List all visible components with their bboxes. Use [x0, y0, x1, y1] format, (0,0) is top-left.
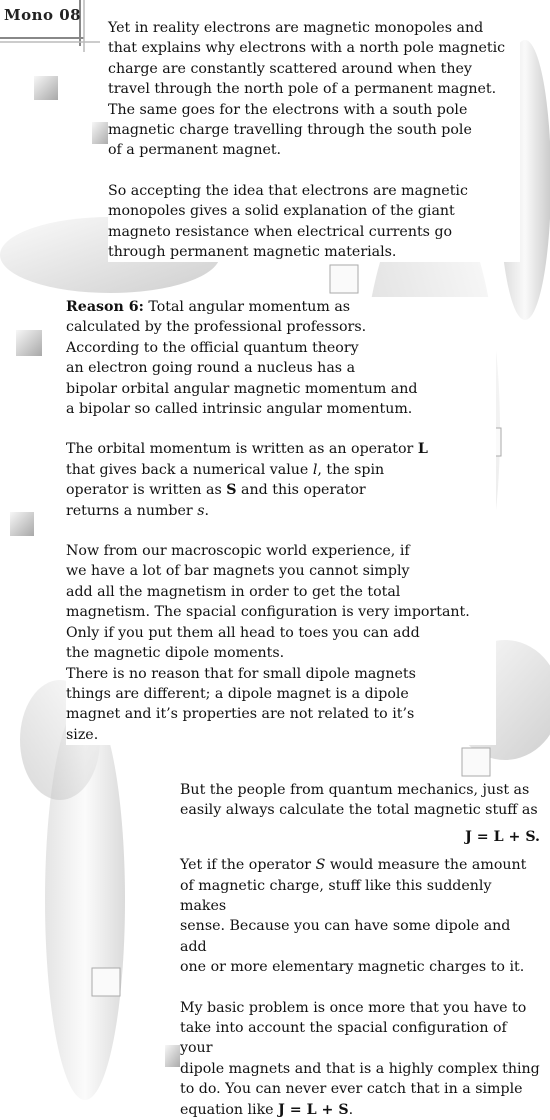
operator-L: L: [417, 441, 428, 458]
text-block-2: [66, 297, 496, 745]
text-run: My basic problem is once more that you have to take into account the spacial configuration of your dipole magnets and that is a highly complex thing to do. You can never ever catch that in a simple equation like: [180, 999, 540, 1118]
text-run: that gives back a numerical value: [66, 461, 309, 478]
paragraph: So accepting the idea that electrons are magnetic monopoles gives a solid explanation of the giant magneto resistance when electrical currents go through permanent magnetic materials.: [108, 182, 468, 261]
formula: [180, 827, 540, 847]
title-frame: [0, 0, 84, 46]
text-run: .: [348, 1101, 354, 1118]
text-run: Yet if the operator: [180, 857, 316, 874]
reason-text: Total angular momentum as calculated by the professional professors. According to the official quantum theory an electron going round a nucleus has a bipolar orbital angular magnetic momentum and a bipolar so called intrinsic angular momentum.: [66, 299, 418, 418]
formula-text: J = L + S.: [465, 828, 540, 845]
value-l: l: [312, 461, 318, 478]
value-s: s: [197, 502, 205, 519]
inline-equation: J = L + S: [278, 1101, 349, 1118]
paragraph: But the people from quantum mechanics, just as easily always calculate the total magnetic stuff as: [180, 782, 538, 819]
text-block-1: [108, 18, 520, 262]
text-run: The orbital momentum is written as an operator: [66, 441, 418, 458]
operator-S-italic: S: [315, 857, 326, 874]
text-run: , the spin operator is written as: [66, 461, 385, 499]
text-run: and this operator returns a number: [66, 482, 366, 519]
text-run: .: [204, 502, 209, 519]
reason-paragraph: [66, 297, 490, 419]
paragraph: [180, 998, 540, 1120]
paragraph: [180, 855, 540, 977]
text-run: would measure the amount of magnetic charge, stuff like this suddenly makes sense. Because you can have some dipole and add one or more elementary magnetic charges to it.: [180, 857, 527, 976]
reason-label: Reason 6:: [66, 299, 144, 315]
page-title: Mono 08: [4, 6, 82, 24]
text-block-3: [180, 780, 540, 1120]
paragraph: Now from our macroscopic world experience, if we have a lot of bar magnets you cannot simply add all the magnetism in order to get the total magnetism. The spacial configuration is very important. Only if you put them all head to toes you can add the magnetic dipole moments. There is no reason that for small dipole magnets things are different; a dipole magnet is a dipole magnet and it’s properties are not related to it’s size.: [66, 543, 470, 743]
operator-S: S: [226, 482, 237, 499]
orbital-paragraph: [66, 439, 490, 521]
paragraph: Yet in reality electrons are magnetic monopoles and that explains why electrons with a north pole magnetic charge are constantly scattered around when they travel through the north pole of a permanent magnet. The same goes for the electrons with a south pole magnetic charge travelling through the south pole of a permanent magnet.: [108, 20, 506, 159]
